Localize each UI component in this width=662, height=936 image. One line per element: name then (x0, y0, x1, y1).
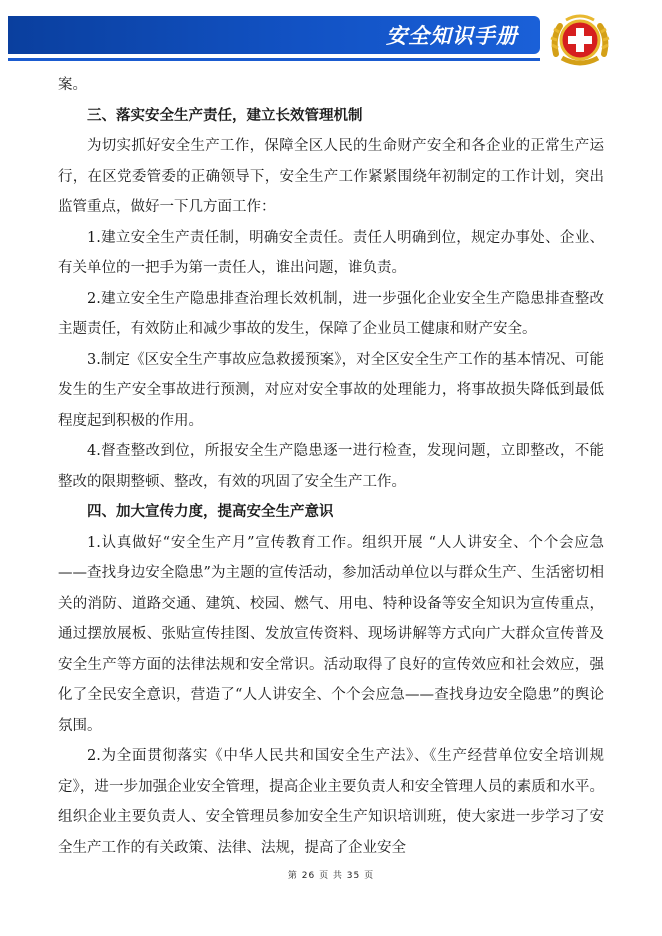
section3-item-1: 1.建立安全生产责任制，明确安全责任。责任人明确到位，规定办事处、企业、有关单位的一把手为第一责任人，谁出问题，谁负责。 (58, 229, 604, 276)
section3-heading: 三、落实安全生产责任，建立长效管理机制 (87, 107, 363, 124)
section3-item-4: 4.督查整改到位，所报安全生产隐患逐一进行检查，发现问题，立即整改，不能整改的限期整顿、整改，有效的巩固了安全生产工作。 (58, 443, 604, 490)
section4-item-1: 1.认真做好“安全生产月”宣传教育工作。组织开展 “人人讲安全、个个会应急——查找身边安全隐患”为主题的宣传活动，参加活动单位以与群众生产、生活密切相关的消防、道路交通、建筑、校园、燃气、用电、特种设备等安全知识为宣传重点，通过摆放展板、张贴宣传挂图、发放宣传资料、现场讲解等方式向广大群众宣传普及安全生产等方面的法律法规和安全常识。活动取得了良好的宣传效应和社会效应，强化了全民安全意识，营造了“人人讲安全、个个会应急——查找身边安全隐患”的舆论氛围。 (58, 534, 604, 734)
page-number: 第 26 页 共 35 页 (287, 871, 375, 881)
section3-item-3: 3.制定《区安全生产事故应急救援预案》，对全区安全生产工作的基本情况、可能发生的生产安全事故进行预测，对应对安全事故的处理能力，将事故损失降低到最低程度起到积极的作用。 (58, 351, 604, 429)
header-banner (8, 16, 540, 54)
continuation-text: 案。 (58, 77, 87, 93)
section4-heading: 四、加大宣传力度，提高安全生产意识 (87, 504, 334, 520)
section3-item-2: 2.建立安全生产隐患排查治理长效机制，进一步强化企业安全生产隐患排查整改主题责任，有效防止和减少事故的发生，保障了企业员工健康和财产安全。 (58, 290, 604, 337)
section4-item-2: 2.为全面贯彻落实《中华人民共和国安全生产法》、《生产经营单位安全培训规定》，进一步加强企业安全管理，提高企业主要负责人和安全管理人员的素质和水平。组织企业主要负责人、安全管理员参加安全生产知识培训班，使大家进一步学习了安全生产工作的有关政策、法律、法规，提高了企业安全 (58, 748, 604, 856)
section3-intro: 为切实抓好安全生产工作，保障全区人民的生命财产安全和各企业的正常生产运行，在区党委管委的正确领导下，安全生产工作紧紧围绕年初制定的工作计划，突出监管重点，做好一下几方面工作： (58, 138, 604, 215)
header-underline (8, 58, 540, 61)
page-content (58, 70, 604, 863)
safety-emblem-icon (548, 8, 612, 72)
header-title: 安全知识手册 (386, 24, 518, 48)
page-header (0, 0, 662, 80)
